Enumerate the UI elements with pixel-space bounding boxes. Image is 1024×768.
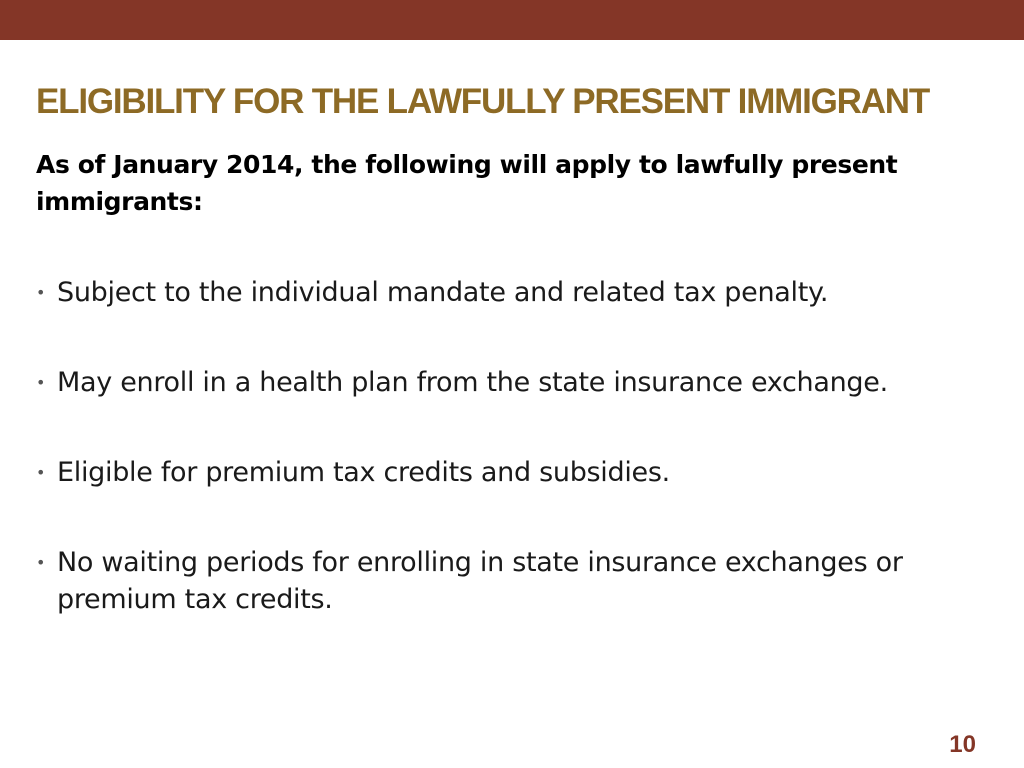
- bullet-text: Eligible for premium tax credits and subsidies.: [57, 457, 670, 488]
- intro-text: As of January 2014, the following will apply to lawfully present immigrants:: [36, 150, 898, 216]
- bullet-text: No waiting periods for enrolling in state insurance exchanges or premium tax credits.: [57, 547, 903, 615]
- bullet-text: Subject to the individual mandate and related tax penalty.: [57, 277, 829, 308]
- bullet-marker-icon: •: [36, 553, 46, 572]
- slide-title: ELIGIBILITY FOR THE LAWFULLY PRESENT IMMIGRANT: [36, 82, 930, 121]
- top-accent-bar: [0, 0, 1024, 40]
- bullet-list: [36, 274, 996, 671]
- page-number: 10: [949, 731, 976, 758]
- bullet-item: [36, 274, 996, 311]
- bullet-item: [36, 544, 996, 618]
- bullet-marker-icon: •: [36, 283, 46, 302]
- bullet-marker-icon: •: [36, 463, 46, 482]
- bullet-item: [36, 364, 996, 401]
- bullet-text: May enroll in a health plan from the state insurance exchange.: [57, 367, 888, 398]
- bullet-item: [36, 454, 996, 491]
- bullet-marker-icon: •: [36, 373, 46, 392]
